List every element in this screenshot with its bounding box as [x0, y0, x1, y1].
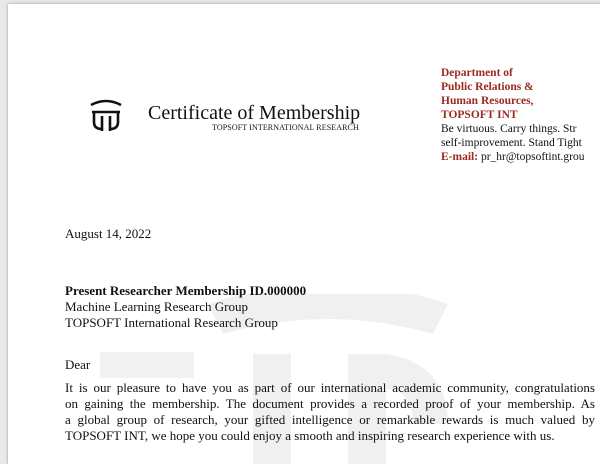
- letter-date: August 14, 2022: [65, 226, 152, 241]
- email-address[interactable]: pr_hr@topsoftint.grou: [480, 151, 585, 163]
- para-line: It is our pleasure to have you as part of our international academic community, congratulations: [65, 380, 595, 395]
- salutation: Dear: [65, 357, 91, 372]
- membership-title: Present Researcher Membership ID.000000: [65, 283, 307, 298]
- dept-line-3: Human Resources,: [441, 95, 534, 107]
- motto-line-2: self-improvement. Stand Tight: [441, 137, 582, 149]
- dept-line-1: Department of: [441, 67, 513, 79]
- para-line: a global group of research, your gifted intelligence or remarkable rewards is much valued by: [65, 412, 595, 427]
- group-line-2: TOPSOFT International Research Group: [65, 315, 278, 330]
- dept-line-2: Public Relations &: [441, 81, 534, 93]
- body-paragraph: [65, 380, 595, 444]
- topsoft-logo-icon: [88, 98, 124, 134]
- certificate-page: [8, 4, 600, 464]
- redacted-name: [100, 352, 194, 378]
- motto-line-1: Be virtuous. Carry things. Str: [441, 123, 577, 135]
- certificate-subtitle: TOPSOFT INTERNATIONAL RESEARCH: [212, 123, 359, 132]
- para-line: TOPSOFT INT, we hope you could enjoy a smooth and inspiring research experience with us.: [65, 428, 555, 443]
- para-line: on gaining the membership. The document provides a recorded proof of your membership. As: [65, 396, 595, 411]
- certificate-title: Certificate of Membership: [148, 102, 361, 124]
- dept-line-4: TOPSOFT INT: [441, 109, 518, 121]
- email-line: [441, 150, 584, 164]
- email-label: E-mail:: [441, 151, 479, 163]
- group-line-1: Machine Learning Research Group: [65, 299, 249, 314]
- department-block: [441, 66, 584, 164]
